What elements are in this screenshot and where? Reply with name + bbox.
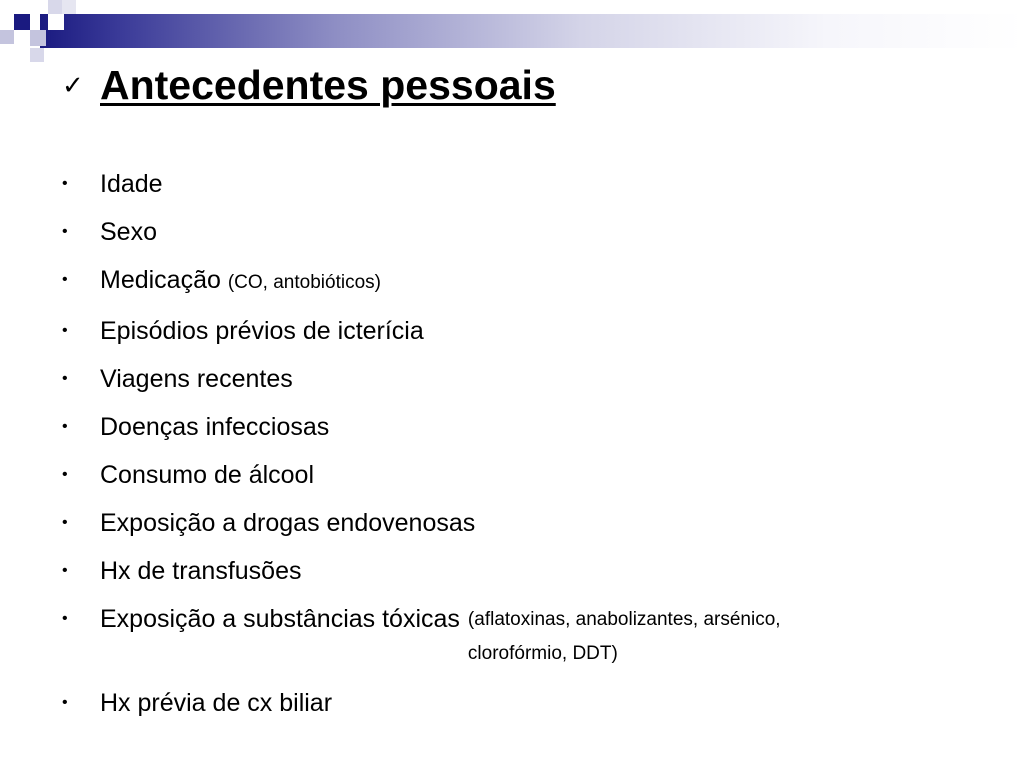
- list-item: [62, 168, 1002, 200]
- list-item-note: (aflatoxinas, anabolizantes, arsénico, clorofórmio, DDT): [467, 609, 781, 664]
- bullet-dot-icon: •: [62, 562, 68, 579]
- bullet-dot-icon: •: [62, 223, 68, 240]
- bullet-dot-icon: •: [62, 694, 68, 711]
- decorative-square-light: [0, 30, 14, 44]
- decorative-square-light: [48, 0, 62, 14]
- list-item-note: (CO, antobióticos): [227, 272, 381, 293]
- bullet-dot-icon: •: [62, 418, 68, 435]
- list-item: [62, 459, 1002, 491]
- decorative-square-white: [48, 14, 64, 30]
- decorative-square-light: [62, 0, 76, 14]
- bullet-dot-icon: •: [62, 466, 68, 483]
- list-item-content: [100, 603, 848, 671]
- decorative-square-light: [30, 30, 46, 46]
- list-item-text: Doenças infecciosas: [100, 413, 330, 441]
- list-item: [62, 216, 1002, 248]
- list-item-text: Exposição a drogas endovenosas: [100, 509, 476, 537]
- list-item-content: [100, 264, 381, 299]
- list-item-text: Idade: [100, 170, 163, 198]
- list-item: [62, 687, 1002, 719]
- bullet-dot-icon: •: [62, 175, 68, 192]
- slide-title: Antecedentes pessoais: [100, 61, 556, 108]
- list-item-text: Hx prévia de cx biliar: [100, 689, 333, 717]
- list-item-text: Exposição a substâncias tóxicas: [100, 605, 460, 633]
- list-item: [62, 315, 1002, 347]
- list-item-text: Viagens recentes: [100, 365, 293, 393]
- list-item: [62, 264, 1002, 299]
- list-item-text: Medicação: [100, 266, 221, 294]
- check-icon: ✓: [62, 70, 84, 100]
- list-item: [62, 555, 1002, 587]
- decorative-square-dark: [14, 14, 30, 30]
- bullet-list: [62, 168, 1002, 735]
- list-item: [62, 411, 1002, 443]
- list-item-text: Sexo: [100, 218, 157, 246]
- bullet-dot-icon: •: [62, 514, 68, 531]
- list-item: [62, 363, 1002, 395]
- list-item-text: Consumo de álcool: [100, 461, 315, 489]
- list-item-text: Episódios prévios de icterícia: [100, 317, 424, 345]
- bullet-dot-icon: •: [62, 610, 68, 627]
- header-gradient-band: [40, 14, 1024, 48]
- bullet-dot-icon: •: [62, 271, 68, 288]
- list-item: [62, 507, 1002, 539]
- list-item-text: Hx de transfusões: [100, 557, 302, 585]
- list-item: [62, 603, 1002, 671]
- bullet-dot-icon: •: [62, 322, 68, 339]
- decorative-square-light: [30, 48, 44, 62]
- title-row: [62, 58, 556, 112]
- bullet-dot-icon: •: [62, 370, 68, 387]
